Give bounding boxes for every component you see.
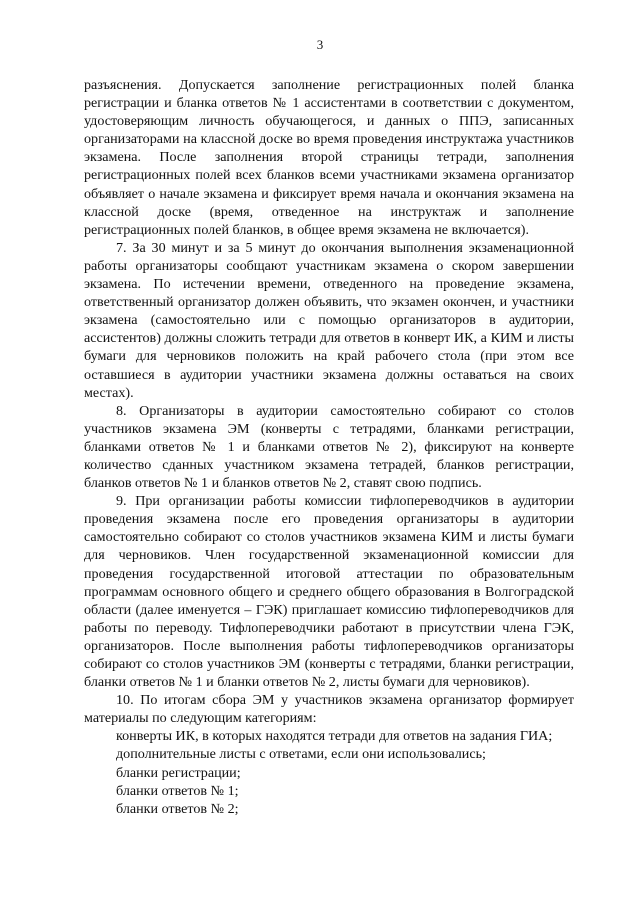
paragraph-item-8: 8. Организаторы в аудитории самостоятельно собирают со столов участников экзамена ЭМ (конверты с тетрадями, бланками регистрации, бланками ответов № 1 и бланками ответов № 2), фиксируют на конверте количество сданных участником экзамена тетрадей, бланков регистрации, бланков ответов № 1 и бланков ответов № 2, ставят свою подпись. [84,402,574,492]
paragraph-item-10: 10. По итогам сбора ЭМ у участников экзамена организатор формирует материалы по следующим категориям: [84,692,574,727]
paragraph-continuation: разъяснения. Допускается заполнение регистрационных полей бланка регистрации и бланка ответов № 1 ассистентами в соответствии с документом, удостоверяющим личность обучающегося, и данных о ППЭ, записанных организаторами на классной доске во время проведения инструктажа участников экзамена. После заполнения второй страницы тетради, заполнения регистрационных полей всех бланков всеми участниками экзамена организатор объявляет о начале экзамена и фиксирует время начала и окончания экзамена на классной доске (время, отведенное на инструктаж и заполнение регистрационных полей бланков, в общее время экзамена не включается). [84,77,574,238]
category-list-item: бланки регистрации; [116,764,241,781]
category-list-item: дополнительные листы с ответами, если они использовались; [116,746,486,763]
page-number: 3 [316,37,324,52]
category-list-item: бланки ответов № 2; [116,800,239,817]
category-list-item: конверты ИК, в которых находятся тетради для ответов на задания ГИА; [116,728,553,745]
category-list-item: бланки ответов № 1; [116,782,239,799]
paragraph-item-7: 7. За 30 минут и за 5 минут до окончания выполнения экзаменационной работы организаторы сообщают участникам экзамена о скором завершении экзамена. По истечении времени, отведенного на проведение экзамена, ответственный организатор должен объявить, что экзамен окончен, и участники экзамена (самостоятельно или с помощью организаторов в аудитории, ассистентов) должны сложить тетради для ответов в конверт ИК, а КИМ и листы бумаги для черновиков положить на край рабочего стола (при этом все оставшиеся в аудитории участники экзамена должны оставаться на своих местах). [84,239,574,401]
paragraph-item-9: 9. При организации работы комиссии тифлопереводчиков в аудитории проведения экзамена после его проведения организаторы в аудитории самостоятельно собирают со столов участников экзамена КИМ и листы бумаги для черновиков. Член государственной экзаменационной комиссии для проведения государственной итоговой аттестации по образовательным программам основного общего и среднего общего образования в Волгоградской области (далее именуется – ГЭК) приглашает комиссию тифлопереводчиков для работы по переводу. Тифлопереводчики работают в присутствии члена ГЭК, организаторов. После выполнения работы тифлопереводчиков организаторы собирают со столов участников ЭМ (конверты с тетрадями, бланки регистрации, бланки ответов № 1 и бланки ответов № 2, листы бумаги для черновиков). [84,493,574,691]
document-body [84,76,574,818]
